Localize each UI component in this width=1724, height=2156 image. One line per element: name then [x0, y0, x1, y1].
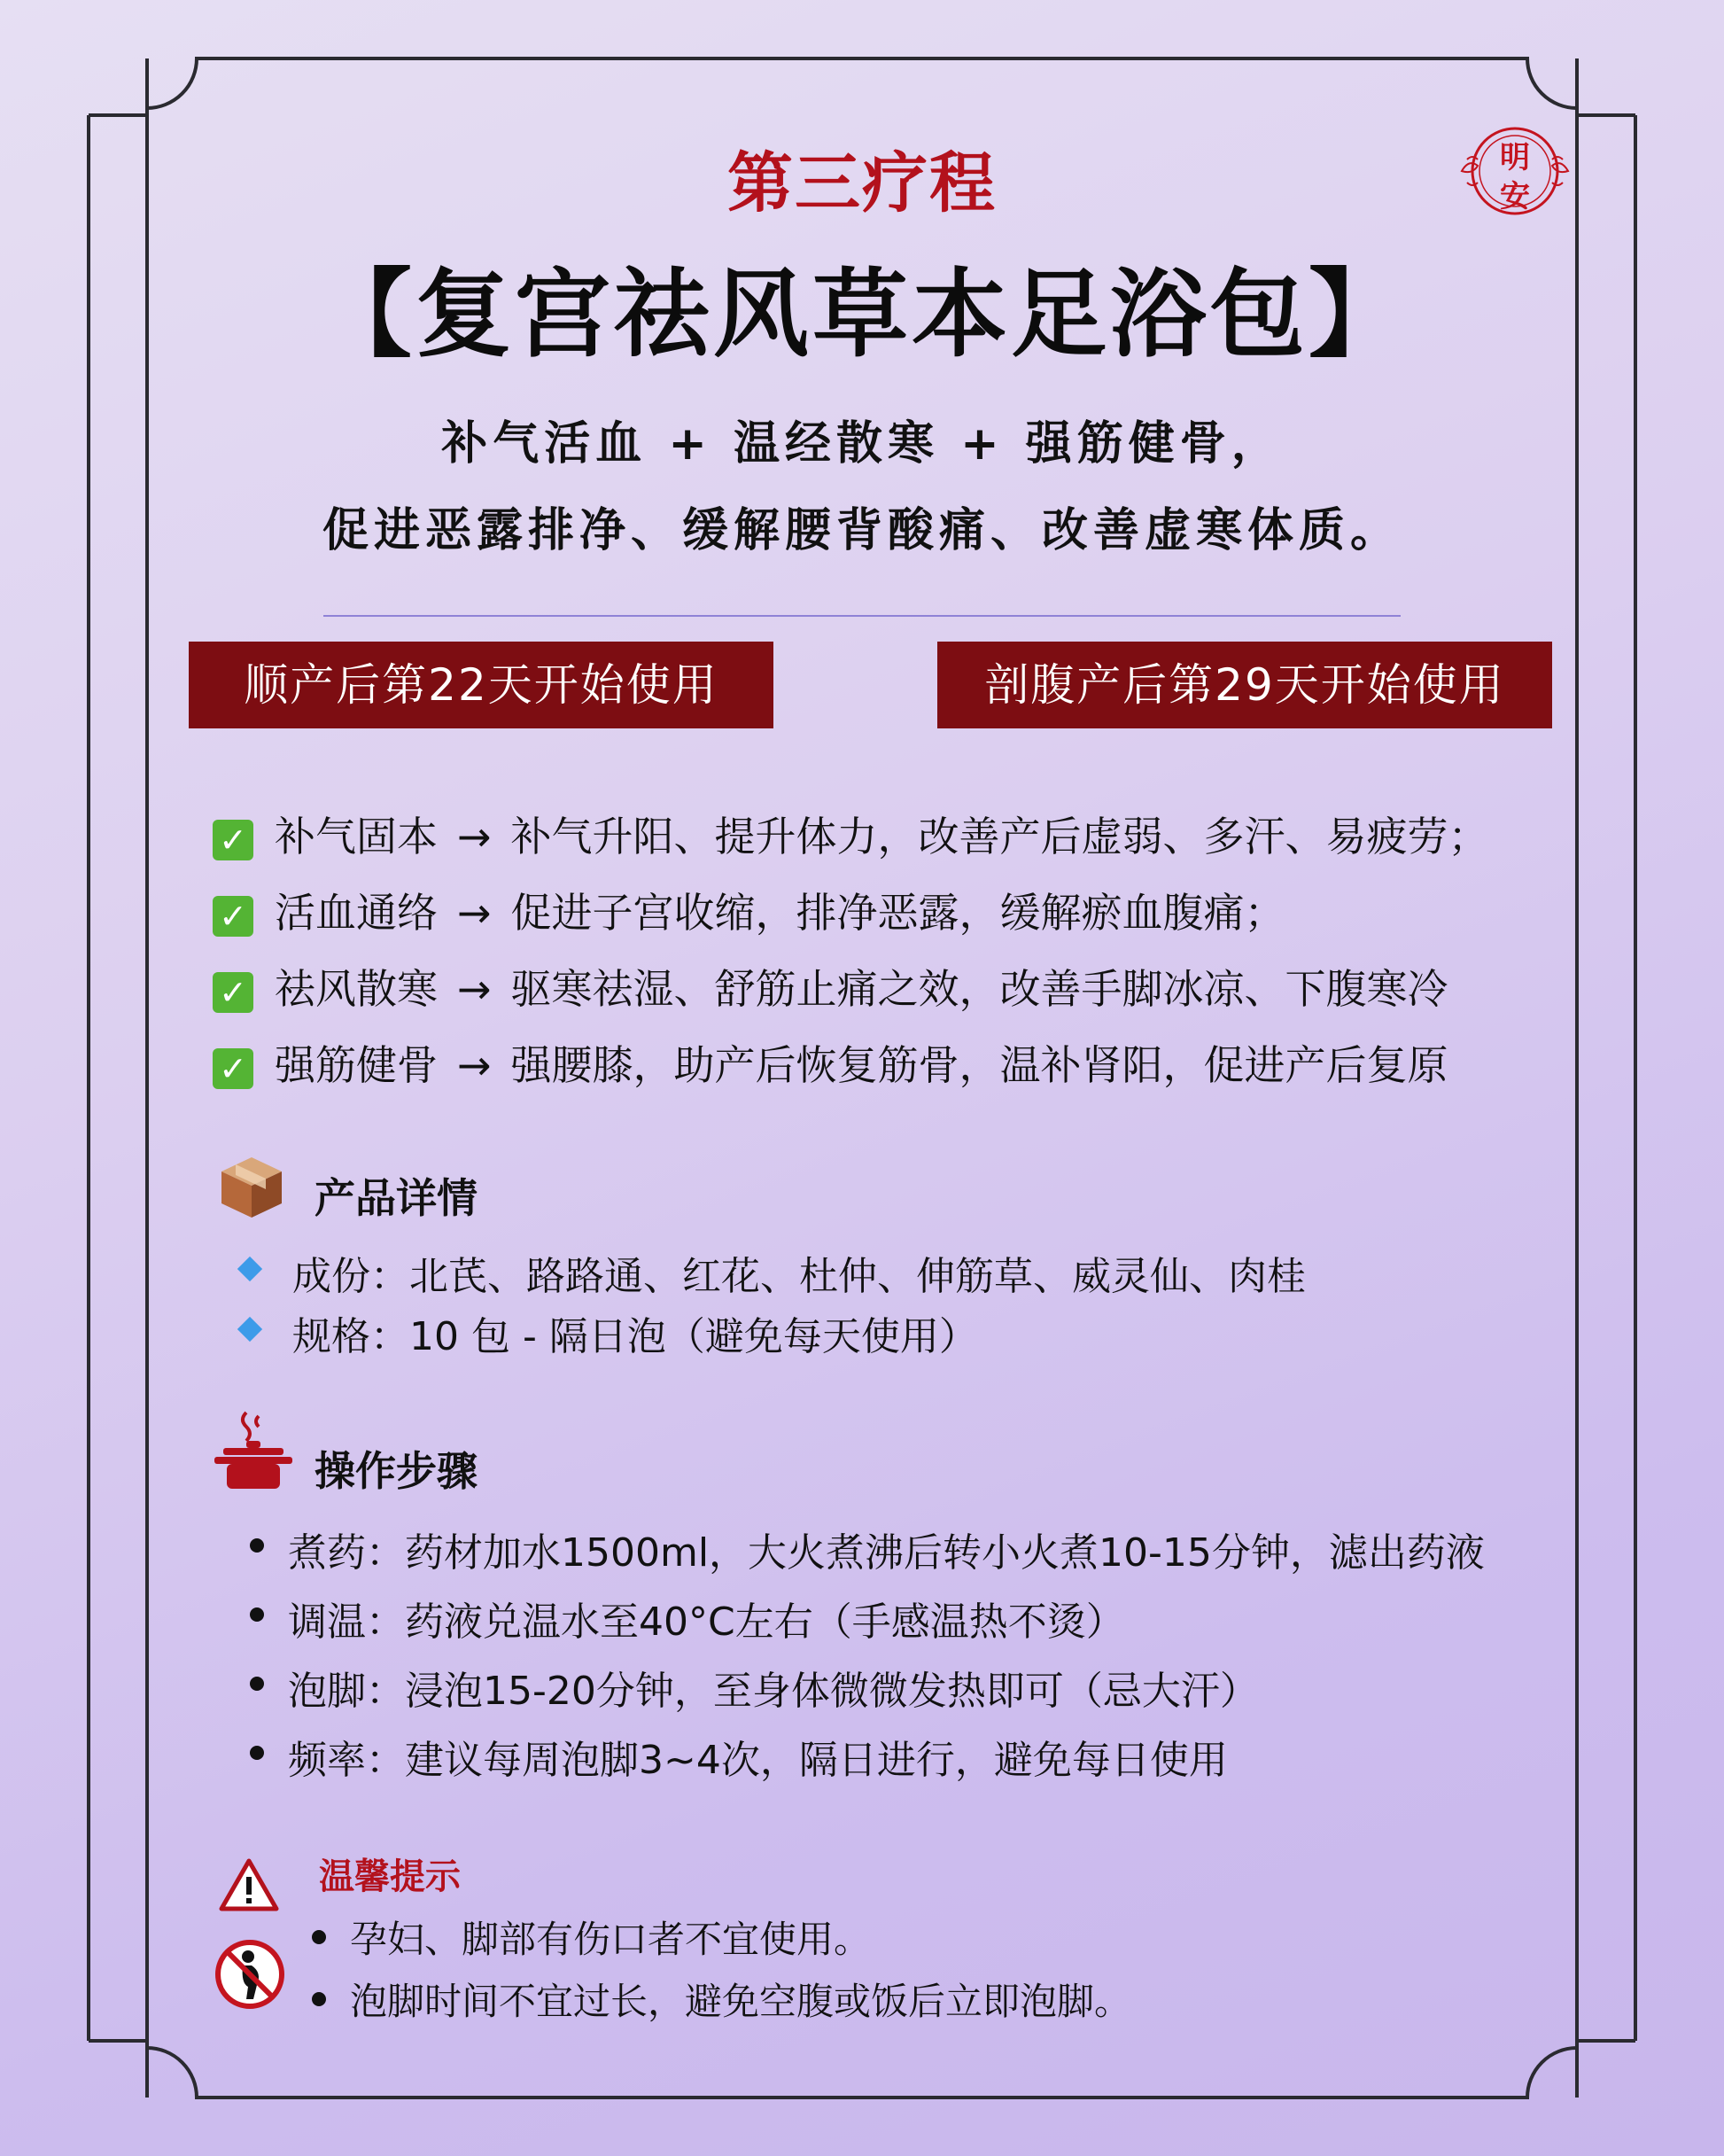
cooking-pot-icon: [211, 1407, 296, 1492]
tag-cesarean: 剖腹产后第29天开始使用: [937, 642, 1552, 728]
checkmark-icon: ✓: [213, 896, 253, 937]
benefit-desc: 驱寒祛湿、舒筋止痛之效，改善手脚冰凉、下腹寒冷: [510, 965, 1448, 1013]
benefit-row: [213, 810, 1489, 863]
bullet-dot: [312, 1992, 326, 2006]
benefit-name: 活血通络: [275, 889, 438, 937]
no-pregnant-icon: [213, 1937, 287, 2012]
subtitle-line-1: 补气活血 + 温经散寒 + 强筋健骨，: [441, 417, 1283, 471]
step-item: 频率：建议每周泡脚3~4次，隔日进行，避免每日使用: [288, 1738, 1228, 1783]
checkmark-icon: ✓: [213, 972, 253, 1013]
package-icon: [218, 1154, 285, 1221]
benefit-desc: 补气升阳、提升体力，改善产后虚弱、多汗、易疲劳；: [510, 813, 1489, 860]
divider: [323, 615, 1401, 617]
steps-heading: 操作步骤: [315, 1447, 478, 1495]
diamond-bullet-icon: [237, 1317, 262, 1342]
benefit-name: 强筋健骨: [275, 1041, 438, 1089]
benefit-name: 祛风散寒: [275, 965, 438, 1013]
arrow-icon: →: [457, 813, 492, 860]
checkmark-icon: ✓: [213, 820, 253, 860]
arrow-icon: →: [457, 889, 492, 937]
arrow-icon: →: [457, 1041, 492, 1089]
warning-icon: [218, 1857, 280, 1912]
bullet-dot: [312, 1930, 326, 1944]
product-heading: 产品详情: [315, 1174, 478, 1222]
benefit-row: [213, 886, 1285, 939]
checkmark-icon: ✓: [213, 1048, 253, 1089]
step-item: 泡脚：浸泡15-20分钟，至身体微微发热即可（忌大汗）: [288, 1669, 1259, 1714]
benefit-desc: 促进子宫收缩，排净恶露，缓解瘀血腹痛；: [510, 889, 1285, 937]
product-item: 成份：北芪、路路通、红花、杜仲、伸筋草、威灵仙、肉桂: [292, 1254, 1306, 1299]
benefit-name: 补气固本: [275, 813, 438, 860]
step-item: 调温：药液兑温水至40°C左右（手感温热不烫）: [288, 1599, 1125, 1645]
stage-title: 第三疗程: [727, 145, 997, 222]
tip-item: 泡脚时间不宜过长，避免空腹或饭后立即泡脚。: [350, 1980, 1132, 2023]
tag-natural-birth: 顺产后第22天开始使用: [189, 642, 773, 728]
page-title: 【复宫祛风草本足浴包】: [315, 260, 1408, 370]
bullet-dot: [250, 1746, 264, 1760]
step-item: 煮药：药材加水1500ml，大火煮沸后转小火煮10-15分钟，滤出药液: [288, 1530, 1485, 1576]
arrow-icon: →: [457, 965, 492, 1013]
bullet-dot: [250, 1538, 264, 1553]
subtitle-line-2: 促进恶露排净、缓解腰背酸痛、改善虚寒体质。: [322, 504, 1402, 557]
tips-heading: 温馨提示: [319, 1856, 461, 1897]
logo-char-bottom: 安: [1500, 179, 1530, 214]
benefit-desc: 强腰膝，助产后恢复筋骨，温补肾阳，促进产后复原: [510, 1041, 1448, 1089]
bullet-dot: [250, 1607, 264, 1622]
benefit-row: [213, 962, 1448, 1016]
tip-item: 孕妇、脚部有伤口者不宜使用。: [350, 1918, 872, 1961]
bullet-dot: [250, 1677, 264, 1691]
product-item: 规格：10 包 - 隔日泡（避免每天使用）: [292, 1314, 978, 1359]
diamond-bullet-icon: [237, 1257, 262, 1281]
logo-char-top: 明: [1500, 140, 1530, 175]
benefit-row: [213, 1039, 1448, 1092]
